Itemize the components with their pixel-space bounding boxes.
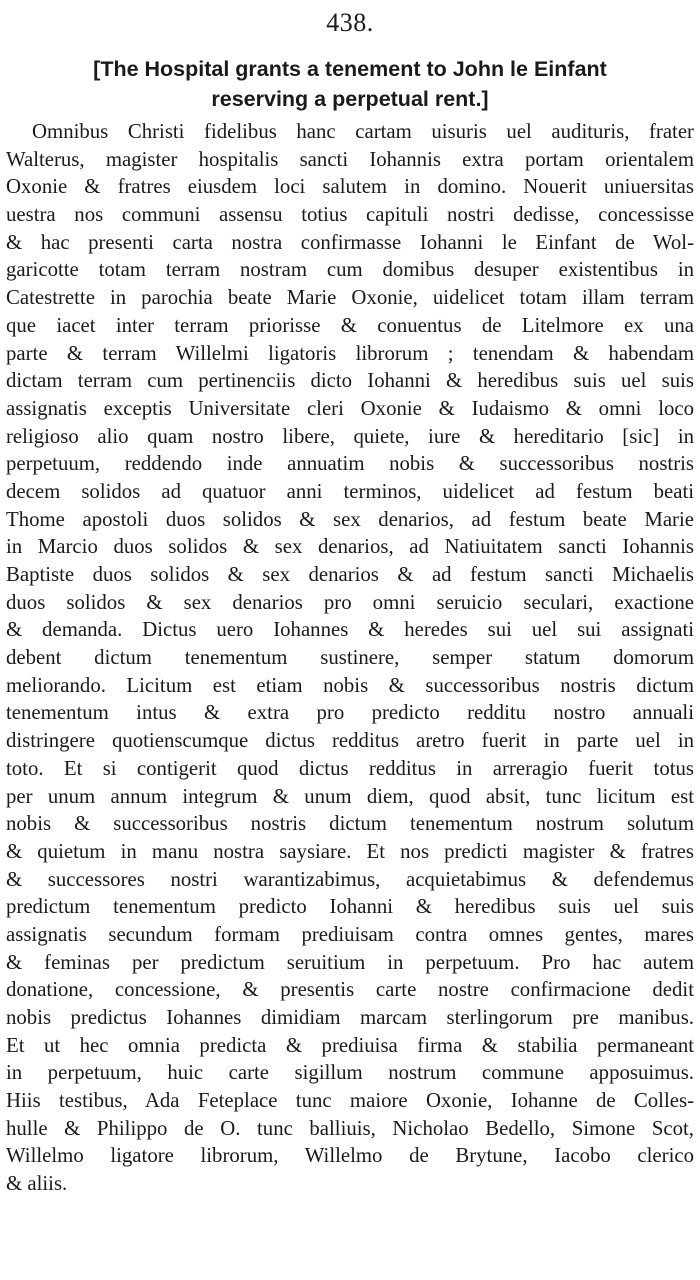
text-line: nobis predictus Iohannes dimidiam marcam sterlingorum pre manibus. — [6, 1006, 694, 1029]
text-line: per unum annum integrum & unum diem, quod absit, tunc licitum est — [6, 784, 694, 808]
text-line: decem solidos ad quatuor anni terminos, uidelicet ad festum beati — [6, 479, 694, 503]
text-line: garicotte totam terram nostram cum domibus desuper existentibus in — [6, 258, 694, 282]
text-line: Et ut hec omnia predicta & prediuisa firma & stabilia permaneant — [6, 1033, 694, 1057]
text-line: nobis & successoribus nostris dictum tenementum nostrum solutum — [6, 812, 694, 836]
text-line: Walterus, magister hospitalis sancti Iohannis extra portam orientalem — [6, 147, 694, 171]
text-line: que iacet inter terram priorisse & conuentus de Litelmore ex una — [6, 313, 694, 337]
text-line: Oxonie & fratres eiusdem loci salutem in domino. Nouerit uniuersitas — [6, 175, 694, 199]
text-line: & quietum in manu nostra saysiare. Et nos predicti magister & fratres — [6, 839, 694, 863]
text-line: Omnibus Christi fidelibus hanc cartam uisuris uel audituris, frater — [32, 120, 694, 143]
text-line: Baptiste duos solidos & sex denarios & ad festum sancti Michaelis — [6, 563, 694, 586]
text-line: & demanda. Dictus uero Iohannes & heredes sui uel sui assignati — [6, 618, 694, 642]
page-number: 438. — [326, 8, 374, 37]
text-line: Thome apostoli duos solidos & sex denarios, ad festum beate Marie — [6, 507, 694, 531]
text-line: & successores nostri warantizabimus, acquietabimus & defendemus — [6, 867, 694, 891]
text-line: uestra nos communi assensu totius capituli nostri dedisse, concessisse — [6, 203, 694, 227]
text-line: hulle & Philippo de O. tunc balliuis, Nicholao Bedello, Simone Scot, — [6, 1116, 694, 1140]
text-line: assignatis secundum formam prediuisam contra omnes gentes, mares — [6, 922, 694, 946]
document-heading — [20, 54, 680, 114]
text-line: assignatis exceptis Universitate cleri Oxonie & Iudaismo & omni loco — [6, 396, 694, 420]
text-line: donatione, concessione, & presentis carte nostre confirmacione dedit — [6, 978, 694, 1002]
heading-line-2: reserving a perpetual rent.] — [211, 87, 489, 111]
text-line: perpetuum, reddendo inde annuatim nobis & successoribus nostris — [6, 452, 694, 476]
text-line: distringere quotienscumque dictus redditus aretro fuerit in parte uel in — [6, 729, 694, 753]
heading-line-1: [The Hospital grants a tenement to John le Einfant — [93, 57, 607, 81]
text-line: Catestrette in parochia beate Marie Oxonie, uidelicet totam illam terram — [6, 286, 694, 310]
text-line: religioso alio quam nostro libere, quiete, iure & hereditario [sic] in — [6, 424, 694, 448]
charter-text — [6, 118, 694, 1198]
text-line: duos solidos & sex denarios pro omni seruicio seculari, exactione — [6, 590, 694, 614]
text-line: in perpetuum, huic carte sigillum nostrum commune apposuimus. — [6, 1061, 694, 1085]
text-line: & hac presenti carta nostra confirmasse Iohanni le Einfant de Wol- — [6, 230, 694, 254]
text-line: parte & terram Willelmi ligatoris librorum ; tenendam & habendam — [6, 341, 694, 365]
text-line: in Marcio duos solidos & sex denarios, ad Natiuitatem sancti Iohannis — [6, 535, 694, 559]
text-line: meliorando. Licitum est etiam nobis & successoribus nostris dictum — [6, 673, 694, 697]
text-line: dictam terram cum pertinenciis dicto Iohanni & heredibus suis uel suis — [6, 369, 694, 393]
text-line: & aliis. — [6, 1172, 68, 1196]
text-line: Hiis testibus, Ada Feteplace tunc maiore Oxonie, Iohanne de Colles- — [6, 1089, 694, 1113]
text-line: & feminas per predictum seruitium in perpetuum. Pro hac autem — [6, 950, 694, 974]
text-line: Willelmo ligatore librorum, Willelmo de Brytune, Iacobo clerico — [6, 1144, 694, 1168]
text-line: debent dictum tenementum sustinere, semper statum domorum — [6, 646, 694, 670]
text-line: predictum tenementum predicto Iohanni & heredibus suis uel suis — [6, 895, 694, 919]
text-line: tenementum intus & extra pro predicto redditu nostro annuali — [6, 701, 694, 725]
text-line: toto. Et si contigerit quod dictus redditus in arreragio fuerit totus — [6, 756, 694, 780]
